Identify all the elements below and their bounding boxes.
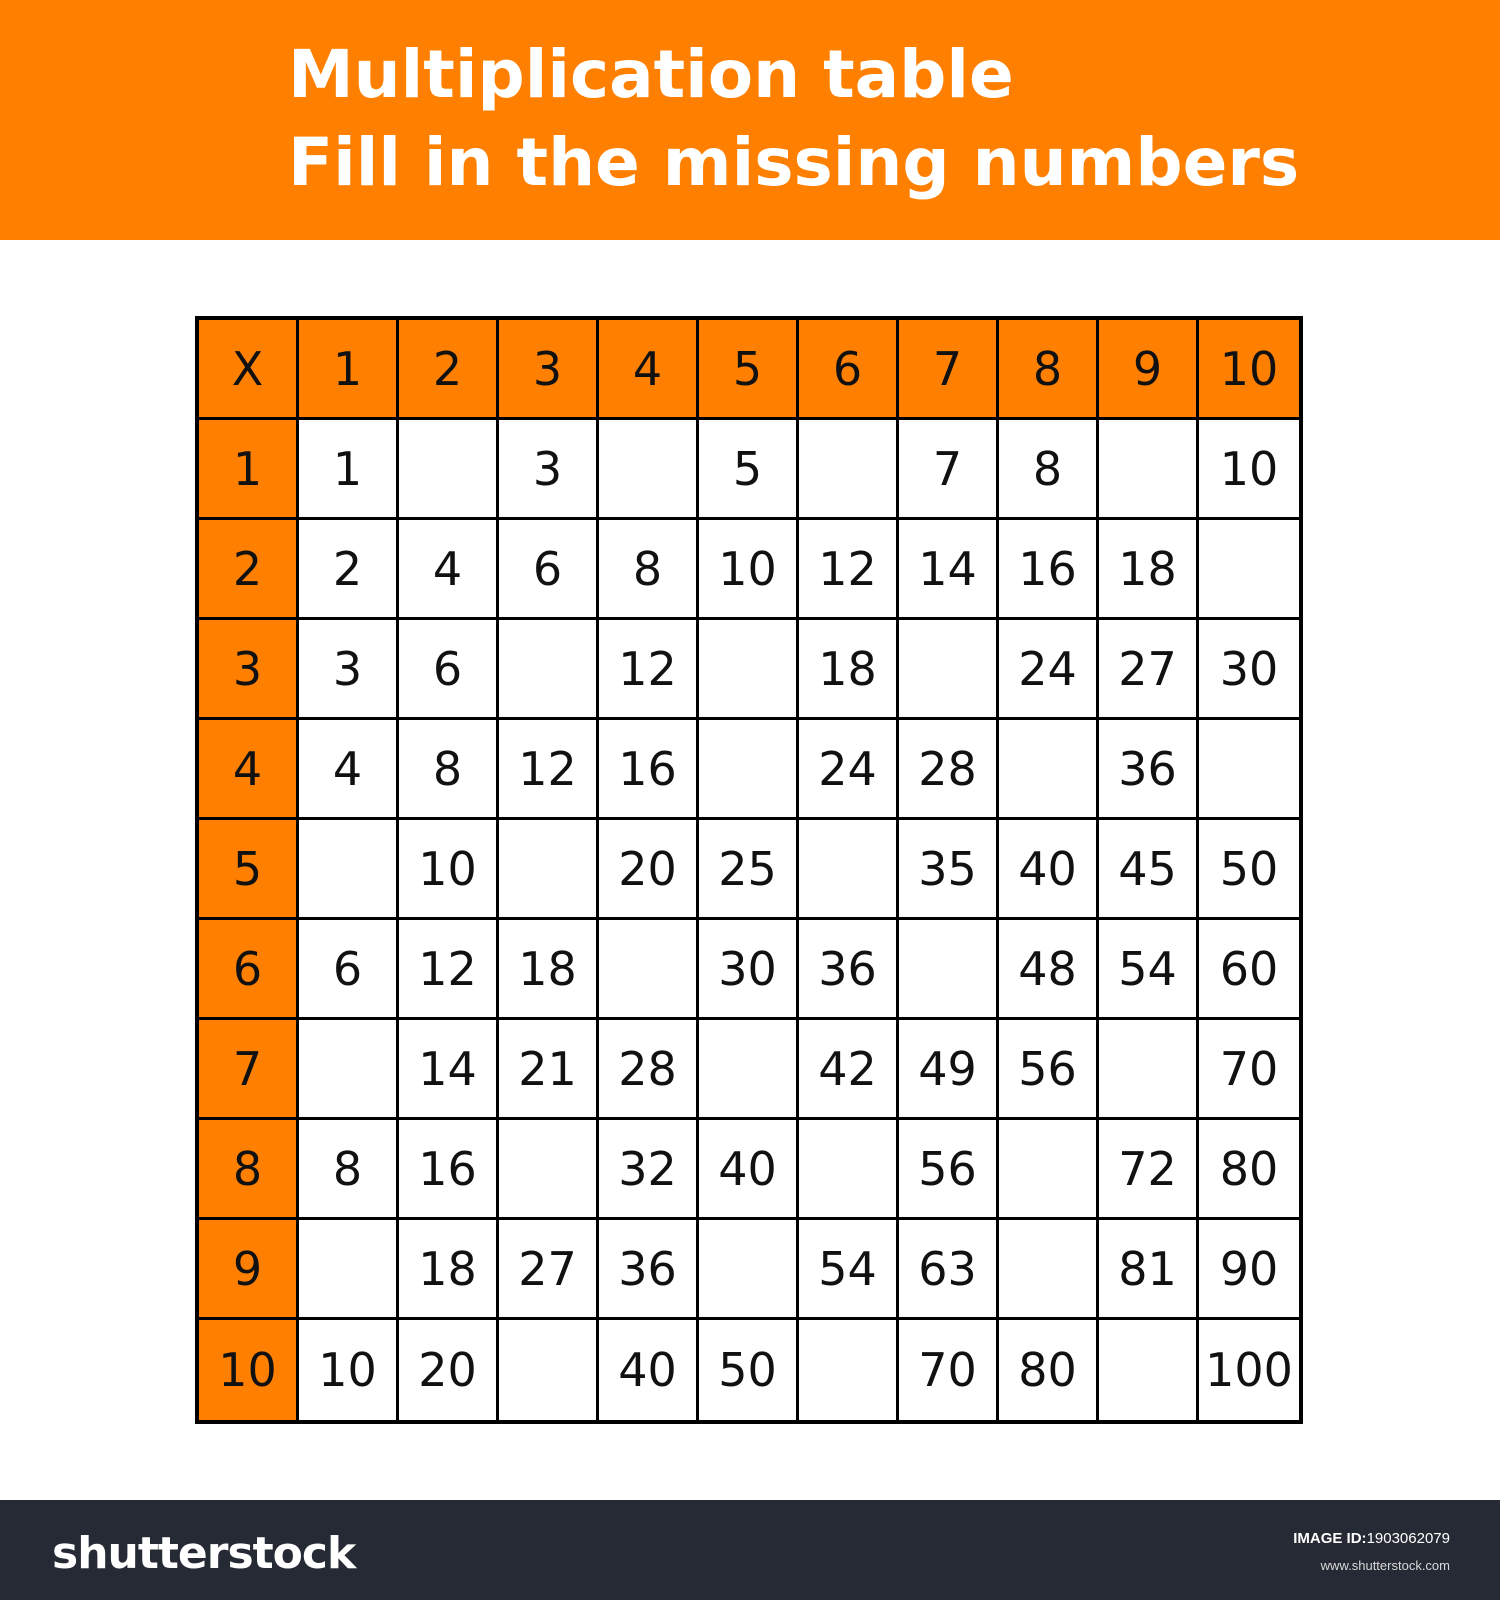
product-cell: 16	[999, 520, 1099, 620]
image-id-value: 1903062079	[1366, 1530, 1450, 1547]
product-cell: 6	[499, 520, 599, 620]
blank-cell[interactable]	[999, 1120, 1099, 1220]
blank-cell[interactable]	[1099, 1320, 1199, 1420]
product-cell: 30	[1199, 620, 1299, 720]
product-cell: 40	[699, 1120, 799, 1220]
row-header-4: 4	[199, 720, 299, 820]
blank-cell[interactable]	[899, 620, 999, 720]
image-id	[1293, 1530, 1450, 1547]
row-header-9: 9	[199, 1220, 299, 1320]
blank-cell[interactable]	[699, 620, 799, 720]
product-cell: 45	[1099, 820, 1199, 920]
product-cell: 27	[499, 1220, 599, 1320]
row-header-8: 8	[199, 1120, 299, 1220]
product-cell: 18	[499, 920, 599, 1020]
product-cell: 4	[299, 720, 399, 820]
product-cell: 42	[799, 1020, 899, 1120]
product-cell: 54	[1099, 920, 1199, 1020]
product-cell: 10	[299, 1320, 399, 1420]
blank-cell[interactable]	[899, 920, 999, 1020]
page-title: Multiplication table	[288, 36, 1014, 113]
column-header-5: 5	[699, 320, 799, 420]
blank-cell[interactable]	[799, 820, 899, 920]
product-cell: 40	[999, 820, 1099, 920]
row-header-5: 5	[199, 820, 299, 920]
product-cell: 81	[1099, 1220, 1199, 1320]
product-cell: 32	[599, 1120, 699, 1220]
column-header-2: 2	[399, 320, 499, 420]
product-cell: 8	[299, 1120, 399, 1220]
column-header-3: 3	[499, 320, 599, 420]
footer-bar	[0, 1500, 1500, 1600]
column-header-4: 4	[599, 320, 699, 420]
product-cell: 80	[1199, 1120, 1299, 1220]
product-cell: 8	[599, 520, 699, 620]
product-cell: 12	[399, 920, 499, 1020]
blank-cell[interactable]	[799, 420, 899, 520]
product-cell: 25	[699, 820, 799, 920]
blank-cell[interactable]	[299, 820, 399, 920]
product-cell: 12	[599, 620, 699, 720]
product-cell: 10	[1199, 420, 1299, 520]
page-subtitle: Fill in the missing numbers	[288, 124, 1300, 201]
stock-logo: shutterstock	[52, 1528, 356, 1579]
product-cell: 5	[699, 420, 799, 520]
column-header-9: 9	[1099, 320, 1199, 420]
product-cell: 50	[1199, 820, 1299, 920]
blank-cell[interactable]	[599, 920, 699, 1020]
row-header-10: 10	[199, 1320, 299, 1420]
product-cell: 28	[599, 1020, 699, 1120]
product-cell: 30	[699, 920, 799, 1020]
blank-cell[interactable]	[499, 820, 599, 920]
blank-cell[interactable]	[1199, 520, 1299, 620]
column-header-1: 1	[299, 320, 399, 420]
product-cell: 70	[899, 1320, 999, 1420]
row-header-2: 2	[199, 520, 299, 620]
product-cell: 48	[999, 920, 1099, 1020]
product-cell: 36	[599, 1220, 699, 1320]
row-header-6: 6	[199, 920, 299, 1020]
product-cell: 20	[599, 820, 699, 920]
blank-cell[interactable]	[499, 620, 599, 720]
product-cell: 2	[299, 520, 399, 620]
blank-cell[interactable]	[699, 1020, 799, 1120]
blank-cell[interactable]	[499, 1320, 599, 1420]
blank-cell[interactable]	[999, 720, 1099, 820]
blank-cell[interactable]	[599, 420, 699, 520]
product-cell: 16	[399, 1120, 499, 1220]
product-cell: 72	[1099, 1120, 1199, 1220]
product-cell: 18	[1099, 520, 1199, 620]
product-cell: 10	[399, 820, 499, 920]
blank-cell[interactable]	[299, 1220, 399, 1320]
product-cell: 6	[299, 920, 399, 1020]
product-cell: 14	[899, 520, 999, 620]
product-cell: 28	[899, 720, 999, 820]
column-header-10: 10	[1199, 320, 1299, 420]
multiplication-table	[195, 316, 1303, 1424]
product-cell: 36	[1099, 720, 1199, 820]
blank-cell[interactable]	[699, 1220, 799, 1320]
blank-cell[interactable]	[1199, 720, 1299, 820]
product-cell: 12	[799, 520, 899, 620]
product-cell: 3	[499, 420, 599, 520]
product-cell: 21	[499, 1020, 599, 1120]
product-cell: 56	[999, 1020, 1099, 1120]
product-cell: 6	[399, 620, 499, 720]
product-cell: 24	[799, 720, 899, 820]
blank-cell[interactable]	[1099, 420, 1199, 520]
blank-cell[interactable]	[399, 420, 499, 520]
product-cell: 8	[999, 420, 1099, 520]
product-cell: 20	[399, 1320, 499, 1420]
blank-cell[interactable]	[299, 1020, 399, 1120]
blank-cell[interactable]	[1099, 1020, 1199, 1120]
product-cell: 100	[1199, 1320, 1299, 1420]
blank-cell[interactable]	[499, 1120, 599, 1220]
product-cell: 24	[999, 620, 1099, 720]
blank-cell[interactable]	[799, 1120, 899, 1220]
product-cell: 54	[799, 1220, 899, 1320]
product-cell: 50	[699, 1320, 799, 1420]
product-cell: 10	[699, 520, 799, 620]
corner-cell-x: X	[199, 320, 299, 420]
column-header-7: 7	[899, 320, 999, 420]
product-cell: 14	[399, 1020, 499, 1120]
product-cell: 18	[399, 1220, 499, 1320]
column-header-6: 6	[799, 320, 899, 420]
footer-url: www.shutterstock.com	[1320, 1558, 1450, 1573]
blank-cell[interactable]	[799, 1320, 899, 1420]
product-cell: 16	[599, 720, 699, 820]
row-header-7: 7	[199, 1020, 299, 1120]
product-cell: 8	[399, 720, 499, 820]
product-cell: 40	[599, 1320, 699, 1420]
title-banner	[0, 0, 1500, 240]
blank-cell[interactable]	[699, 720, 799, 820]
product-cell: 4	[399, 520, 499, 620]
product-cell: 70	[1199, 1020, 1299, 1120]
product-cell: 35	[899, 820, 999, 920]
product-cell: 3	[299, 620, 399, 720]
product-cell: 80	[999, 1320, 1099, 1420]
product-cell: 7	[899, 420, 999, 520]
product-cell: 90	[1199, 1220, 1299, 1320]
product-cell: 12	[499, 720, 599, 820]
product-cell: 18	[799, 620, 899, 720]
product-cell: 27	[1099, 620, 1199, 720]
product-cell: 49	[899, 1020, 999, 1120]
image-id-label: IMAGE ID:	[1293, 1530, 1367, 1547]
product-cell: 60	[1199, 920, 1299, 1020]
column-header-8: 8	[999, 320, 1099, 420]
product-cell: 63	[899, 1220, 999, 1320]
product-cell: 56	[899, 1120, 999, 1220]
row-header-1: 1	[199, 420, 299, 520]
blank-cell[interactable]	[999, 1220, 1099, 1320]
product-cell: 36	[799, 920, 899, 1020]
product-cell: 1	[299, 420, 399, 520]
row-header-3: 3	[199, 620, 299, 720]
